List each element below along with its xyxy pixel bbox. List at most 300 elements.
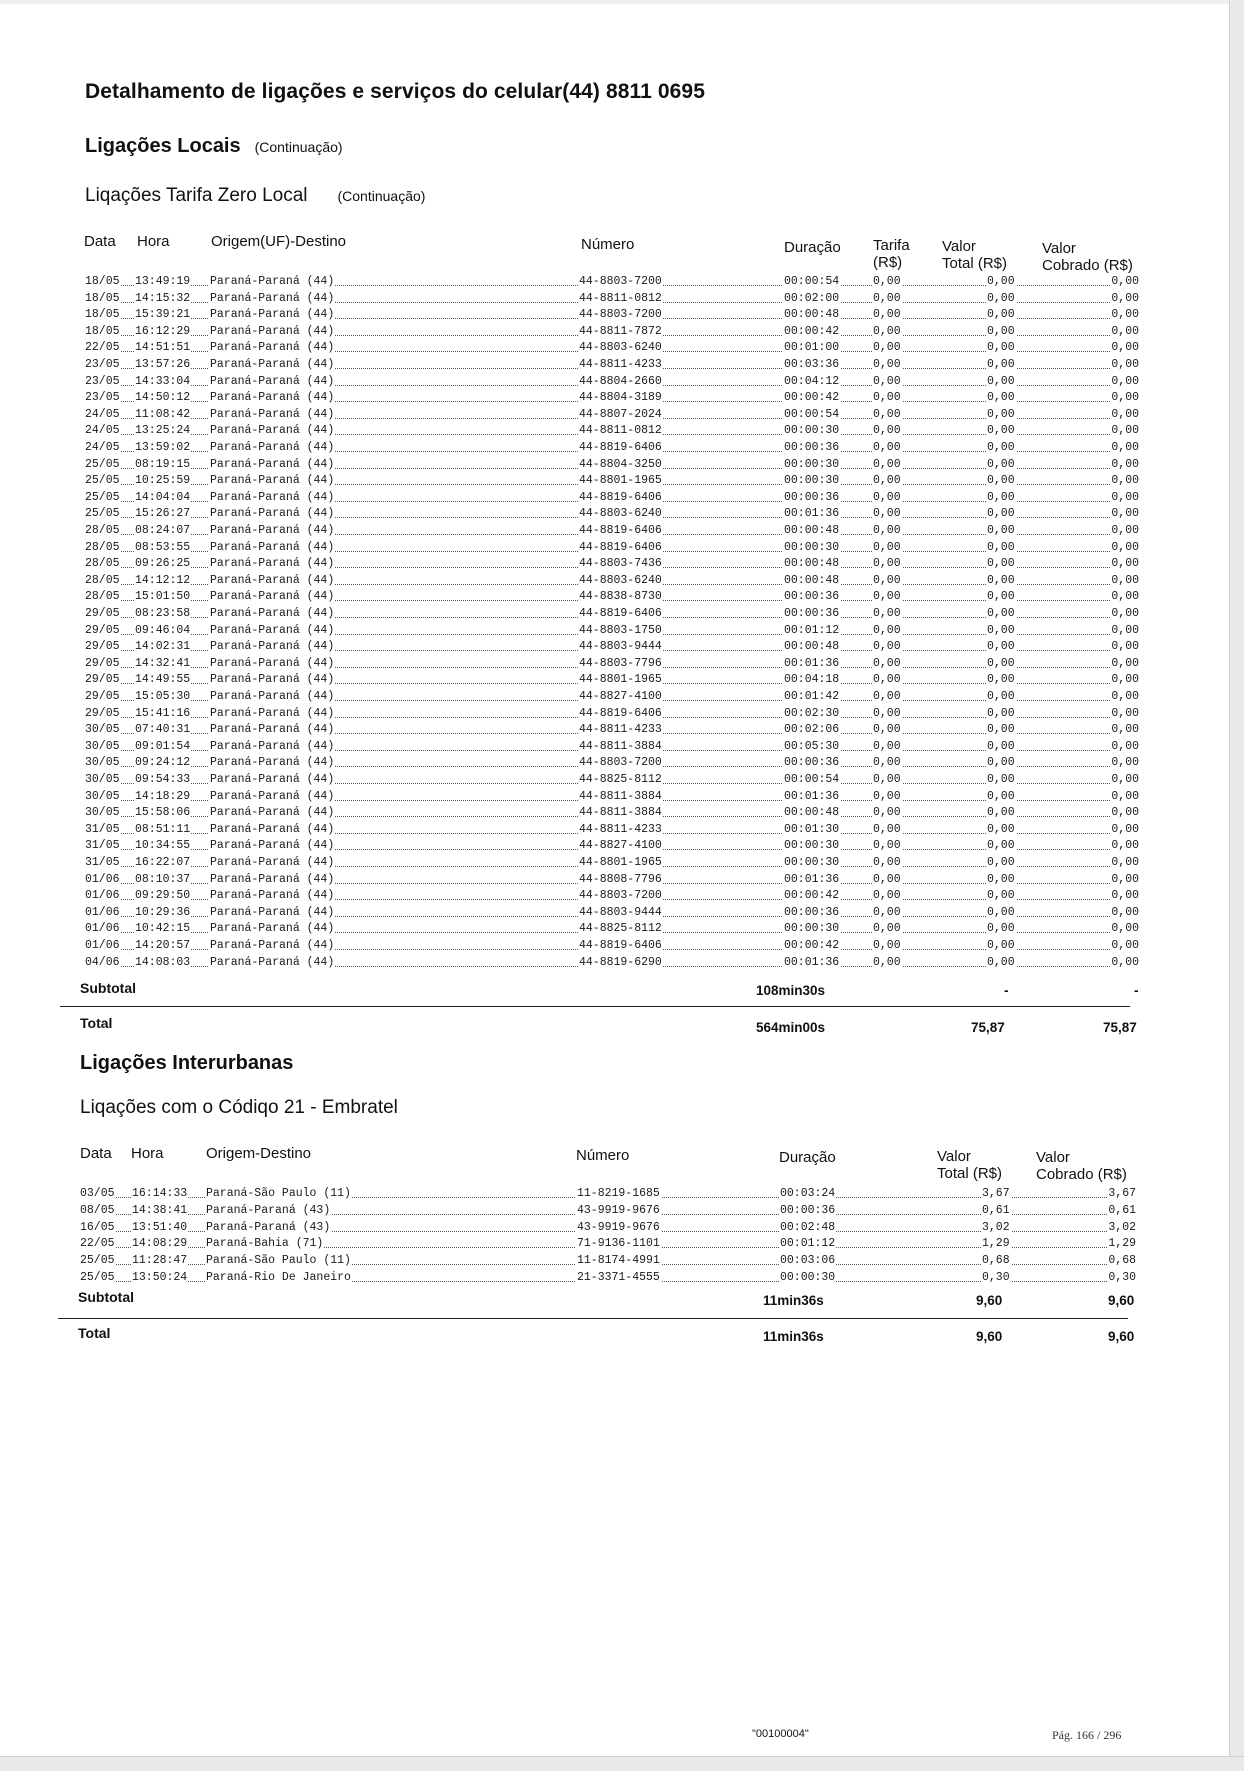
col-header-valor-cobrado-line1: Valor — [1036, 1149, 1070, 1166]
cell-duracao: 00:01:30 — [784, 822, 840, 836]
cell-total: 0,00 — [987, 822, 1015, 836]
table-row — [0, 490, 1160, 507]
cell-total: 0,00 — [987, 690, 1015, 703]
cell-hora: 14:32:41 — [135, 656, 191, 670]
cell-total: 0,00 — [987, 922, 1015, 936]
cell-duracao: 00:00:36 — [780, 1203, 836, 1217]
cell-tarifa: 0,00 — [873, 391, 901, 405]
table-row — [0, 374, 1160, 391]
cell-tarifa: 0,00 — [873, 640, 901, 654]
cell-cobrado: 0,00 — [1111, 490, 1139, 504]
cell-origem: Paraná-Paraná (44) — [210, 905, 335, 919]
cell-numero: 71-9136-1101 — [577, 1237, 660, 1251]
col-header-duracao: Duração — [779, 1149, 836, 1166]
cell-duracao: 00:01:12 — [784, 623, 840, 637]
cell-tarifa: 0,00 — [873, 457, 901, 471]
cell-origem: Paraná-Paraná (44) — [210, 490, 335, 504]
table-row — [0, 573, 1160, 590]
cell-hora: 13:25:24 — [135, 424, 191, 438]
cell-data: 31/05 — [85, 839, 120, 853]
interurbanas-total-cobrado: 9,60 — [1108, 1329, 1135, 1344]
cell-numero: 44-8825-8112 — [579, 922, 662, 936]
cell-data: 24/05 — [85, 441, 120, 454]
cell-cobrado: 0,00 — [1111, 341, 1139, 355]
local-total-total: 75,87 — [971, 1020, 1005, 1035]
cell-total: 0,00 — [987, 407, 1015, 421]
cell-tarifa: 0,00 — [873, 706, 901, 720]
cell-data: 25/05 — [85, 490, 120, 504]
cell-numero: 44-8803-9444 — [579, 905, 662, 919]
cell-total: 0,00 — [987, 374, 1015, 388]
col-header-origem: Origem-Destino — [206, 1145, 312, 1162]
cell-data: 16/05 — [80, 1220, 115, 1234]
cell-duracao: 00:01:36 — [784, 789, 840, 803]
cell-data: 29/05 — [85, 690, 120, 703]
cell-duracao: 00:00:48 — [784, 573, 840, 587]
cell-cobrado: 0,00 — [1111, 806, 1139, 820]
cell-data: 23/05 — [85, 391, 120, 405]
cell-tarifa: 0,00 — [873, 407, 901, 421]
cell-data: 23/05 — [85, 374, 120, 388]
cell-total: 1,29 — [982, 1237, 1010, 1251]
cell-tarifa: 0,00 — [873, 557, 901, 571]
cell-data: 30/05 — [85, 756, 120, 770]
cell-tarifa: 0,00 — [873, 291, 901, 305]
cell-numero: 44-8801-1965 — [579, 673, 662, 687]
cell-duracao: 00:03:36 — [784, 358, 840, 371]
cell-origem: Paraná-Paraná (44) — [210, 789, 335, 803]
cell-origem: Paraná-Paraná (44) — [210, 540, 335, 554]
cell-duracao: 00:01:36 — [784, 507, 840, 521]
cell-cobrado: 0,00 — [1111, 391, 1139, 405]
col-header-valor-cobrado — [1042, 240, 1133, 274]
cell-hora: 11:08:42 — [135, 407, 191, 421]
table-row — [0, 1236, 1160, 1253]
cell-numero: 44-8819-6406 — [579, 490, 662, 504]
cell-cobrado: 0,30 — [1108, 1271, 1136, 1284]
cell-numero: 43-9919-9676 — [577, 1203, 660, 1217]
col-header-valor-cobrado-line2: Cobrado (R$) — [1042, 257, 1133, 274]
cell-duracao: 00:02:30 — [784, 706, 840, 720]
cell-tarifa: 0,00 — [873, 690, 901, 703]
cell-duracao: 00:05:30 — [784, 739, 840, 753]
scan-top-edge — [0, 0, 1244, 4]
cell-hora: 14:33:04 — [135, 374, 191, 388]
cell-duracao: 00:00:36 — [784, 590, 840, 604]
col-header-valor-total-line2: Total (R$) — [942, 255, 1008, 272]
cell-cobrado: 0,00 — [1111, 656, 1139, 670]
cell-data: 24/05 — [85, 407, 120, 421]
table-row — [0, 523, 1160, 540]
cell-tarifa: 0,00 — [873, 573, 901, 587]
cell-hora: 14:49:55 — [135, 673, 191, 687]
cell-numero: 11-8174-4991 — [577, 1254, 660, 1268]
cell-origem: Paraná-Paraná (44) — [210, 872, 335, 886]
cell-hora: 09:01:54 — [135, 739, 191, 753]
col-header-numero: Número — [576, 1147, 630, 1164]
cell-hora: 10:29:36 — [135, 905, 191, 919]
cell-data: 29/05 — [85, 673, 120, 687]
cell-total: 0,00 — [987, 291, 1015, 305]
cell-data: 18/05 — [85, 308, 120, 322]
cell-cobrado: 0,00 — [1111, 308, 1139, 322]
cell-tarifa: 0,00 — [873, 441, 901, 454]
cell-total: 0,00 — [987, 723, 1015, 737]
cell-origem: Paraná-Paraná (44) — [210, 341, 335, 355]
cell-numero: 44-8811-4233 — [579, 822, 662, 836]
cell-duracao: 00:00:54 — [784, 773, 840, 786]
cell-total: 0,00 — [987, 939, 1015, 952]
cell-numero: 44-8803-7200 — [579, 275, 662, 288]
cell-numero: 44-8819-6406 — [579, 706, 662, 720]
cell-data: 28/05 — [85, 524, 120, 537]
cell-hora: 14:02:31 — [135, 640, 191, 654]
table-row — [0, 722, 1160, 739]
cell-cobrado: 0,00 — [1111, 756, 1139, 770]
table-row — [0, 457, 1160, 474]
cell-duracao: 00:00:30 — [784, 856, 840, 869]
cell-tarifa: 0,00 — [873, 308, 901, 322]
cell-hora: 14:08:29 — [132, 1237, 188, 1251]
table-row — [0, 506, 1160, 523]
cell-hora: 08:23:58 — [135, 607, 191, 620]
cell-cobrado: 0,00 — [1111, 590, 1139, 604]
cell-cobrado: 0,00 — [1111, 822, 1139, 836]
cell-origem: Paraná-Paraná (44) — [210, 922, 335, 936]
cell-data: 29/05 — [85, 656, 120, 670]
table-row — [0, 1253, 1160, 1270]
cell-numero: 44-8827-4100 — [579, 839, 662, 853]
cell-numero: 44-8819-6406 — [579, 441, 662, 454]
interurbanas-subtotal-label: Subtotal — [78, 1289, 134, 1305]
cell-hora: 08:53:55 — [135, 540, 191, 554]
cell-numero: 44-8803-6240 — [579, 341, 662, 355]
cell-origem: Paraná-Paraná (44) — [210, 607, 335, 620]
cell-numero: 44-8804-2660 — [579, 374, 662, 388]
cell-cobrado: 1,29 — [1108, 1237, 1136, 1251]
cell-data: 31/05 — [85, 856, 120, 869]
cell-hora: 10:34:55 — [135, 839, 191, 853]
cell-total: 0,00 — [987, 341, 1015, 355]
table-row — [0, 1220, 1160, 1237]
cell-data: 04/06 — [85, 955, 120, 969]
cell-hora: 08:10:37 — [135, 872, 191, 886]
cell-tarifa: 0,00 — [873, 590, 901, 604]
cell-numero: 44-8803-7796 — [579, 656, 662, 670]
cell-total: 0,00 — [987, 673, 1015, 687]
cell-hora: 14:51:51 — [135, 341, 191, 355]
cell-origem: Paraná-São Paulo (11) — [206, 1254, 351, 1268]
cell-data: 03/05 — [80, 1187, 115, 1200]
cell-duracao: 00:00:36 — [784, 490, 840, 504]
cell-total: 0,00 — [987, 756, 1015, 770]
cell-cobrado: 3,02 — [1108, 1220, 1136, 1234]
local-sub-heading — [85, 185, 425, 207]
cell-total: 0,00 — [987, 557, 1015, 571]
cell-hora: 08:19:15 — [135, 457, 191, 471]
cell-total: 0,61 — [982, 1203, 1010, 1217]
cell-total: 0,00 — [987, 607, 1015, 620]
col-header-numero: Número — [581, 236, 635, 253]
cell-hora: 15:05:30 — [135, 690, 191, 703]
page-title: Detalhamento de ligações e serviços do celular(44) 8811 0695 — [85, 80, 705, 103]
cell-numero: 44-8811-3884 — [579, 739, 662, 753]
table-row — [0, 755, 1160, 772]
cell-tarifa: 0,00 — [873, 822, 901, 836]
cell-total: 0,30 — [982, 1271, 1010, 1284]
col-header-tarifa-line2: (R$) — [873, 254, 903, 271]
cell-origem: Paraná-Paraná (44) — [210, 822, 335, 836]
cell-duracao: 00:03:24 — [780, 1187, 836, 1200]
cell-origem: Paraná-Paraná (44) — [210, 424, 335, 438]
cell-total: 0,00 — [987, 590, 1015, 604]
interurbanas-total-duracao: 11min36s — [763, 1329, 824, 1344]
cell-total: 0,00 — [987, 507, 1015, 521]
cell-duracao: 00:00:48 — [784, 557, 840, 571]
cell-data: 18/05 — [85, 324, 120, 338]
cell-duracao: 00:04:12 — [784, 374, 840, 388]
cell-origem: Paraná-Paraná (44) — [210, 441, 335, 454]
cell-hora: 14:12:12 — [135, 573, 191, 587]
cell-tarifa: 0,00 — [873, 341, 901, 355]
cell-cobrado: 0,00 — [1111, 457, 1139, 471]
cell-data: 29/05 — [85, 607, 120, 620]
interurbanas-subtotal-duracao: 11min36s — [763, 1293, 824, 1308]
cell-tarifa: 0,00 — [873, 424, 901, 438]
cell-hora: 14:08:03 — [135, 955, 191, 969]
cell-numero: 44-8807-2024 — [579, 407, 662, 421]
cell-duracao: 00:02:00 — [784, 291, 840, 305]
cell-data: 25/05 — [85, 474, 120, 488]
cell-total: 0,00 — [987, 905, 1015, 919]
cell-duracao: 00:02:06 — [784, 723, 840, 737]
cell-data: 30/05 — [85, 806, 120, 820]
cell-cobrado: 0,00 — [1111, 275, 1139, 288]
cell-tarifa: 0,00 — [873, 723, 901, 737]
table-row — [0, 540, 1160, 557]
cell-numero: 44-8811-0812 — [579, 424, 662, 438]
local-subtotal-total: - — [1004, 983, 1009, 998]
cell-data: 25/05 — [80, 1254, 115, 1268]
cell-cobrado: 0,00 — [1111, 856, 1139, 869]
cell-duracao: 00:00:42 — [784, 391, 840, 405]
cell-tarifa: 0,00 — [873, 507, 901, 521]
cell-total: 0,00 — [987, 457, 1015, 471]
cell-origem: Paraná-Paraná (44) — [210, 573, 335, 587]
cell-duracao: 00:00:48 — [784, 524, 840, 537]
cell-origem: Paraná-Paraná (44) — [210, 474, 335, 488]
table-row — [0, 1186, 1160, 1203]
local-section-cont: (Continuação) — [254, 139, 343, 155]
cell-numero: 44-8838-8730 — [579, 590, 662, 604]
cell-hora: 10:25:59 — [135, 474, 191, 488]
col-header-valor-cobrado-line2: Cobrado (R$) — [1036, 1166, 1127, 1183]
cell-tarifa: 0,00 — [873, 490, 901, 504]
cell-cobrado: 0,00 — [1111, 889, 1139, 903]
cell-numero: 44-8803-7436 — [579, 557, 662, 571]
cell-cobrado: 0,00 — [1111, 358, 1139, 371]
col-header-duracao: Duração — [784, 239, 841, 256]
local-total-label: Total — [80, 1015, 113, 1031]
cell-hora: 15:01:50 — [135, 590, 191, 604]
col-header-origem: Origem(UF)-Destino — [211, 233, 347, 250]
interurbanas-total-label: Total — [78, 1325, 111, 1341]
col-header-tarifa-line1: Tarifa — [873, 237, 910, 254]
cell-duracao: 00:01:36 — [784, 656, 840, 670]
cell-cobrado: 0,00 — [1111, 723, 1139, 737]
cell-numero: 44-8811-0812 — [579, 291, 662, 305]
table-row — [0, 423, 1160, 440]
table-row — [0, 872, 1160, 889]
cell-tarifa: 0,00 — [873, 889, 901, 903]
cell-total: 3,67 — [982, 1187, 1010, 1200]
cell-origem: Paraná-Rio De Janeiro — [206, 1271, 351, 1284]
cell-total: 0,00 — [987, 391, 1015, 405]
interurbanas-subtotal-rule — [58, 1318, 1128, 1319]
local-total-duracao: 564min00s — [756, 1020, 826, 1035]
cell-hora: 09:24:12 — [135, 756, 191, 770]
cell-duracao: 00:00:54 — [784, 275, 840, 288]
cell-hora: 15:26:27 — [135, 507, 191, 521]
interurbanas-sub-title: Liqações com o Códiqo 21 - Embratel — [80, 1097, 398, 1118]
cell-data: 28/05 — [85, 557, 120, 571]
cell-numero: 44-8801-1965 — [579, 856, 662, 869]
cell-hora: 11:28:47 — [132, 1254, 188, 1268]
cell-hora: 13:49:19 — [135, 275, 191, 288]
cell-tarifa: 0,00 — [873, 773, 901, 786]
interurbanas-section-title: Ligações Interurbanas — [80, 1052, 294, 1074]
col-header-data: Data — [84, 233, 116, 250]
cell-data: 24/05 — [85, 424, 120, 438]
cell-hora: 16:22:07 — [135, 856, 191, 869]
cell-total: 0,00 — [987, 955, 1015, 969]
cell-hora: 16:14:33 — [132, 1187, 188, 1200]
cell-cobrado: 0,00 — [1111, 789, 1139, 803]
cell-tarifa: 0,00 — [873, 905, 901, 919]
cell-origem: Paraná-Paraná (44) — [210, 955, 335, 969]
cell-origem: Paraná-Paraná (44) — [210, 673, 335, 687]
cell-origem: Paraná-Paraná (44) — [210, 723, 335, 737]
cell-total: 0,00 — [987, 706, 1015, 720]
cell-origem: Paraná-Paraná (44) — [210, 391, 335, 405]
table-row — [0, 307, 1160, 324]
cell-tarifa: 0,00 — [873, 374, 901, 388]
cell-hora: 13:50:24 — [132, 1271, 188, 1284]
cell-data: 22/05 — [80, 1237, 115, 1251]
cell-tarifa: 0,00 — [873, 839, 901, 853]
local-section-title: Ligações Locais — [85, 135, 241, 157]
table-row — [0, 390, 1160, 407]
cell-cobrado: 0,00 — [1111, 955, 1139, 969]
table-row — [0, 324, 1160, 341]
cell-duracao: 00:02:48 — [780, 1220, 836, 1234]
cell-tarifa: 0,00 — [873, 739, 901, 753]
cell-tarifa: 0,00 — [873, 955, 901, 969]
cell-tarifa: 0,00 — [873, 358, 901, 371]
cell-data: 29/05 — [85, 706, 120, 720]
cell-origem: Paraná-Paraná (44) — [210, 640, 335, 654]
cell-duracao: 00:00:48 — [784, 640, 840, 654]
cell-cobrado: 3,67 — [1108, 1187, 1136, 1200]
cell-tarifa: 0,00 — [873, 524, 901, 537]
table-row — [0, 855, 1160, 872]
cell-cobrado: 0,00 — [1111, 424, 1139, 438]
cell-cobrado: 0,00 — [1111, 607, 1139, 620]
table-row — [0, 789, 1160, 806]
table-row — [0, 888, 1160, 905]
cell-origem: Paraná-Paraná (44) — [210, 358, 335, 371]
interurbanas-subtotal-total: 9,60 — [976, 1293, 1003, 1308]
cell-numero: 44-8803-7200 — [579, 756, 662, 770]
local-subtotal-rule — [60, 1006, 1130, 1007]
cell-tarifa: 0,00 — [873, 275, 901, 288]
cell-origem: Paraná-Paraná (44) — [210, 557, 335, 571]
cell-hora: 14:15:32 — [135, 291, 191, 305]
cell-cobrado: 0,00 — [1111, 374, 1139, 388]
cell-tarifa: 0,00 — [873, 324, 901, 338]
cell-numero: 44-8819-6290 — [579, 955, 662, 969]
cell-duracao: 00:00:36 — [784, 905, 840, 919]
cell-duracao: 00:00:30 — [780, 1271, 836, 1284]
cell-cobrado: 0,00 — [1111, 557, 1139, 571]
cell-data: 29/05 — [85, 640, 120, 654]
cell-data: 28/05 — [85, 590, 120, 604]
cell-hora: 13:59:02 — [135, 441, 191, 454]
cell-duracao: 00:00:30 — [784, 457, 840, 471]
page-number: Pág. 166 / 296 — [1052, 1728, 1122, 1742]
cell-tarifa: 0,00 — [873, 607, 901, 620]
col-header-valor-total-line2: Total (R$) — [937, 1165, 1003, 1182]
cell-cobrado: 0,00 — [1111, 524, 1139, 537]
document-code: "00100004" — [752, 1728, 809, 1740]
cell-origem: Paraná-Paraná (44) — [210, 291, 335, 305]
table-row — [0, 357, 1160, 374]
cell-numero: 44-8819-6406 — [579, 939, 662, 952]
cell-origem: Paraná-Paraná (44) — [210, 656, 335, 670]
cell-origem: Paraná-Paraná (44) — [210, 806, 335, 820]
cell-origem: Paraná-Paraná (44) — [210, 324, 335, 338]
cell-data: 23/05 — [85, 358, 120, 371]
cell-data: 30/05 — [85, 789, 120, 803]
col-header-valor-total — [942, 238, 1007, 272]
cell-origem: Paraná-Paraná (44) — [210, 308, 335, 322]
cell-tarifa: 0,00 — [873, 872, 901, 886]
cell-numero: 44-8827-4100 — [579, 690, 662, 703]
cell-duracao: 00:00:42 — [784, 889, 840, 903]
cell-tarifa: 0,00 — [873, 806, 901, 820]
cell-total: 0,00 — [987, 474, 1015, 488]
cell-data: 18/05 — [85, 275, 120, 288]
cell-hora: 14:38:41 — [132, 1203, 188, 1217]
cell-origem: Paraná-Paraná (44) — [210, 939, 335, 952]
cell-cobrado: 0,00 — [1111, 839, 1139, 853]
cell-cobrado: 0,61 — [1108, 1203, 1136, 1217]
cell-duracao: 00:00:36 — [784, 607, 840, 620]
cell-numero: 44-8803-6240 — [579, 507, 662, 521]
scan-bottom-edge — [0, 1756, 1244, 1771]
col-header-valor-total-line1: Valor — [942, 238, 976, 255]
cell-cobrado: 0,00 — [1111, 623, 1139, 637]
cell-total: 0,00 — [987, 839, 1015, 853]
cell-data: 25/05 — [85, 507, 120, 521]
cell-numero: 44-8804-3250 — [579, 457, 662, 471]
cell-hora: 14:20:57 — [135, 939, 191, 952]
interurbanas-subtotal-cobrado: 9,60 — [1108, 1293, 1135, 1308]
cell-duracao: 00:00:30 — [784, 839, 840, 853]
cell-numero: 44-8803-1750 — [579, 623, 662, 637]
cell-total: 0,00 — [987, 739, 1015, 753]
cell-origem: Paraná-Paraná (44) — [210, 889, 335, 903]
